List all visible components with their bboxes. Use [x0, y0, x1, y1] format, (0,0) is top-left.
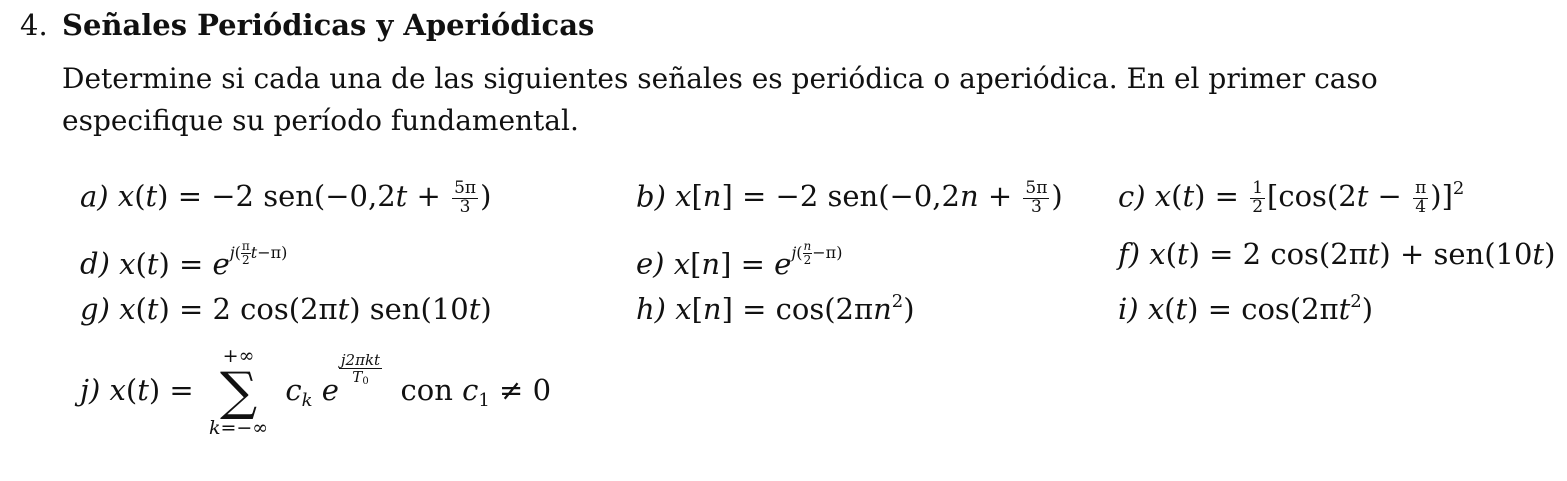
summation — [209, 345, 268, 439]
item-j-label: j) — [80, 373, 101, 407]
item-i — [1118, 291, 1374, 326]
item-a-formula: x(t) = −2 sen(−0,2t + $\frac{5\pi}{3}$ ) — [117, 178, 492, 217]
sum-upper-limit: +∞ — [222, 345, 255, 367]
con-word: con — [400, 373, 453, 407]
sum-lower-limit: k=−∞ — [208, 417, 269, 439]
section-number: 4. — [20, 8, 48, 42]
item-a-label: a) — [80, 179, 109, 214]
item-e-label: e) — [636, 246, 665, 281]
section-heading — [20, 8, 594, 42]
sigma-symbol: ∑ — [219, 362, 258, 422]
item-b-formula: x[n] = −2 sen(−0,2n + $\frac{5\pi}{3}$ ) — [675, 178, 1063, 217]
item-j — [80, 345, 551, 439]
item-f-label: f) — [1118, 237, 1141, 271]
item-a — [80, 180, 491, 217]
item-h — [636, 291, 915, 326]
item-d-label: d) — [80, 246, 110, 281]
item-f — [1118, 237, 1556, 271]
item-b-label: b) — [636, 179, 666, 214]
item-j-formula: x(t) = +∞ ∑ k=−∞ $c_k$ e j2πkt $T_0$ con $c_1 \ne 0$ — [109, 345, 552, 439]
item-g — [80, 292, 492, 326]
item-e — [636, 240, 842, 279]
item-b — [636, 180, 1063, 217]
item-h-formula: $x[n] = \cos(2\pi n^2)$ — [675, 291, 915, 326]
item-d-formula: $x(t) = e^{j( \frac{\pi}{2} t-\pi)}$ — [119, 239, 288, 281]
item-e-formula: $x[n] = e^{j( \frac{n}{2} -\pi)}$ — [673, 239, 843, 281]
instructions-paragraph: Determine si cada una de las siguientes señales es periódica o aperiódica. En el primer caso especifique su período fundamental. — [62, 62, 1378, 137]
item-d — [80, 240, 287, 279]
item-c-label: c) — [1118, 179, 1146, 214]
item-f-formula: x(t) = 2 cos(2πt) + sen(10t) — [1149, 237, 1556, 271]
item-h-label: h) — [636, 292, 666, 326]
item-c-formula: x(t) = $\frac{1}{2}$ [cos(2t − $\frac{\pi}{4}$ )]$^2$ — [1154, 178, 1465, 217]
item-i-formula: $x(t) = \cos(2\pi t^2)$ — [1147, 291, 1374, 326]
item-g-formula: x(t) = 2 cos(2πt) sen(10t) — [119, 292, 492, 326]
item-i-label: i) — [1118, 292, 1139, 326]
item-c — [1118, 180, 1464, 217]
section-title: Señales Periódicas y Aperiódicas — [62, 8, 595, 42]
item-g-label: g) — [80, 292, 110, 326]
